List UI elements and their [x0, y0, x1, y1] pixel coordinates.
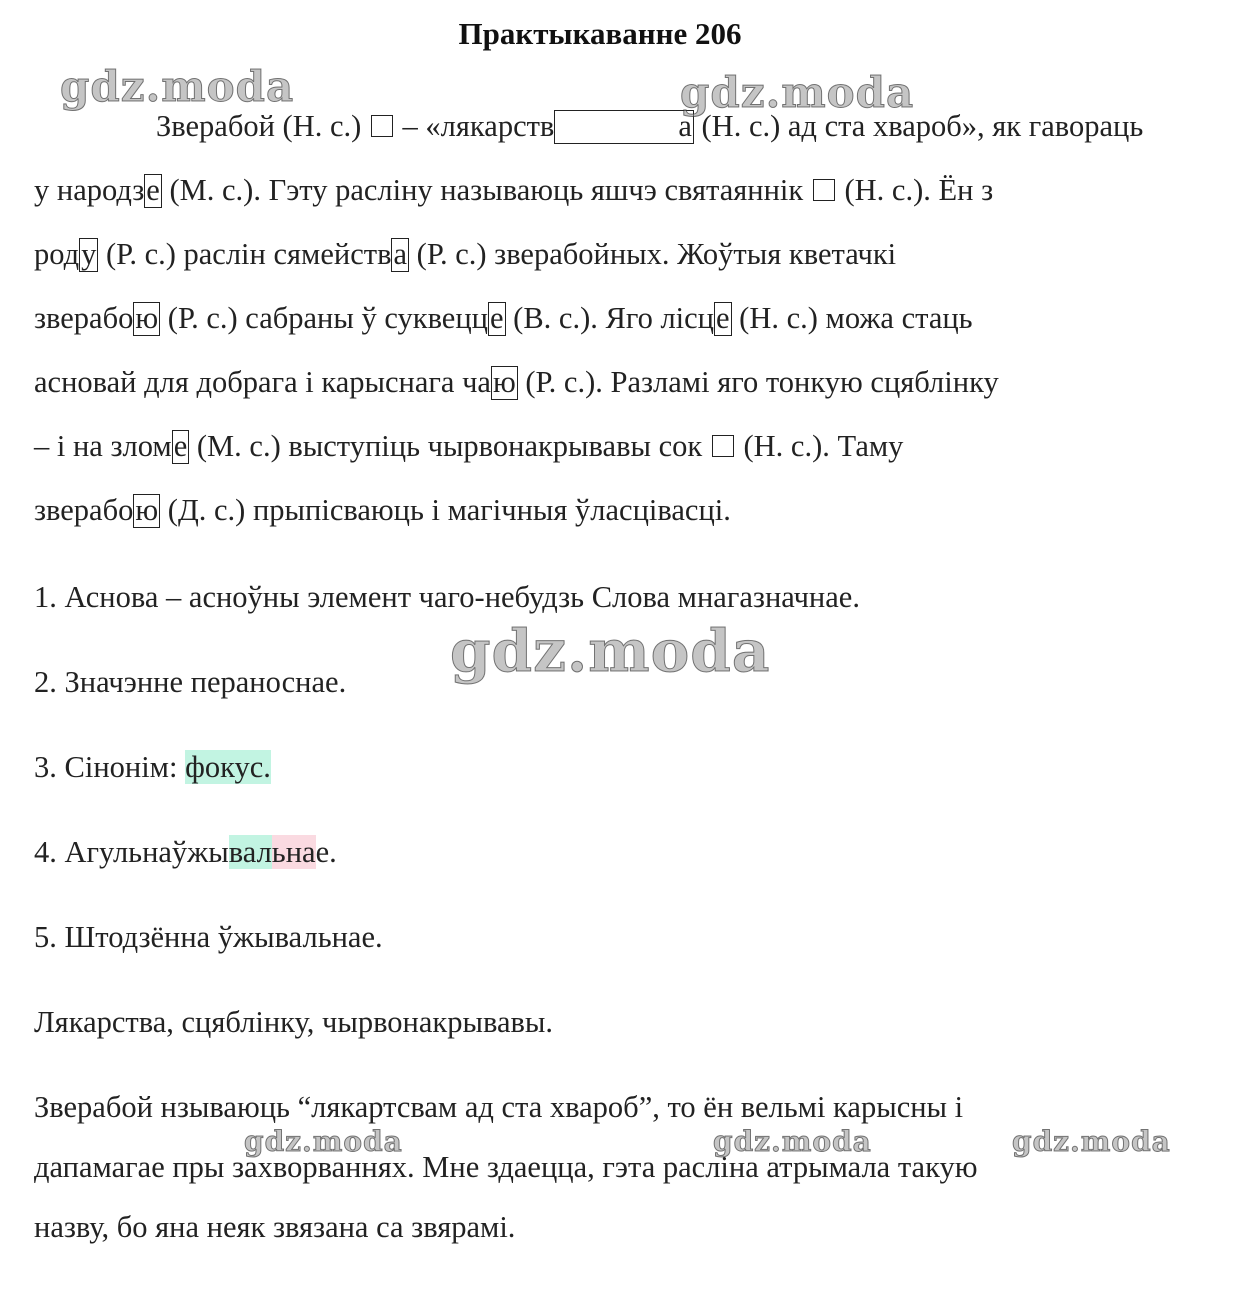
words-line: Лякарства, сцяблінку, чырвонакрывавы. [34, 1005, 554, 1039]
empty-ending-box [371, 115, 393, 137]
watermark-logo: gdz.moda [1012, 1125, 1171, 1158]
watermark-logo: gdz.moda [680, 68, 915, 117]
final-line-3: назву, бо яна неяк звязана са звярамі. [34, 1210, 516, 1244]
ending-box: ю [135, 301, 159, 335]
list-item-3: 3. Сінонім: фокус. [34, 750, 271, 784]
list-item-2: 2. Значэнне пераноснае. [34, 665, 347, 699]
ending-box: ю [492, 365, 516, 399]
watermark-logo: gdz.moda [60, 62, 295, 111]
paragraph-line: зверабою (Д. с.) прыпісваюць і магічныя ўласцівасці. [34, 493, 731, 527]
page-title: Практыкаванне 206 [458, 16, 742, 51]
final-line-2: дапамагае пры захворваннях. Мне здаецца, гэта расліна атрымала такую [34, 1150, 978, 1184]
watermark-logo: gdz.moda [244, 1125, 403, 1158]
highlight-green: вал [228, 835, 272, 869]
watermark-logo: gdz.moda [713, 1125, 872, 1158]
ending-box: а [393, 237, 408, 271]
empty-ending-box [813, 179, 835, 201]
ending-box: е [173, 429, 188, 463]
ending-box: а [554, 110, 694, 144]
paragraph-line: зверабою (Р. с.) сабраны ў суквецце (В. с.). Яго лісце (Н. с.) можа стаць [34, 301, 973, 335]
paragraph-line: асновай для добрага і карыснага чаю (Р. с.). Разламі яго тонкую сцяблінку [34, 365, 999, 399]
list-item-5: 5. Штодзённа ўжывальнае. [34, 920, 383, 954]
ending-box: е [146, 173, 160, 207]
watermark-logo: gdz.moda [450, 617, 771, 685]
ending-box: е [716, 301, 730, 335]
list-item-4: 4. Агульнаўжывальнае. [34, 835, 337, 869]
ending-box: ю [135, 493, 159, 527]
paragraph-line: – і на зломе (М. с.) выступіць чырвонакрывавы сок (Н. с.). Таму [34, 429, 904, 463]
list-item-1: 1. Аснова – асноўны элемент чаго-небудзь Слова мнагазначнае. [34, 580, 860, 614]
ending-box: у [81, 237, 97, 271]
highlight-pink: ьна [271, 835, 316, 869]
empty-ending-box [712, 435, 734, 457]
main-paragraph [34, 94, 1204, 542]
final-line-1: Зверабой нзываюць “лякартсвам ад ста хвароб”, то ён вельмі карысны і [34, 1090, 964, 1124]
ending-box: е [489, 301, 504, 335]
paragraph-line: у народзе (М. с.). Гэту расліну называюць яшчэ святаяннік (Н. с.). Ён з [34, 173, 994, 207]
highlighted-synonym: фокус. [185, 750, 271, 784]
paragraph-line: Зверабой (Н. с.) – «лякарств а (Н. с.) ад ста хвароб», як гавораць [156, 109, 1144, 143]
paragraph-line: роду (Р. с.) раслін сямейства (Р. с.) зверабойных. Жоўтыя кветачкі [34, 237, 897, 271]
